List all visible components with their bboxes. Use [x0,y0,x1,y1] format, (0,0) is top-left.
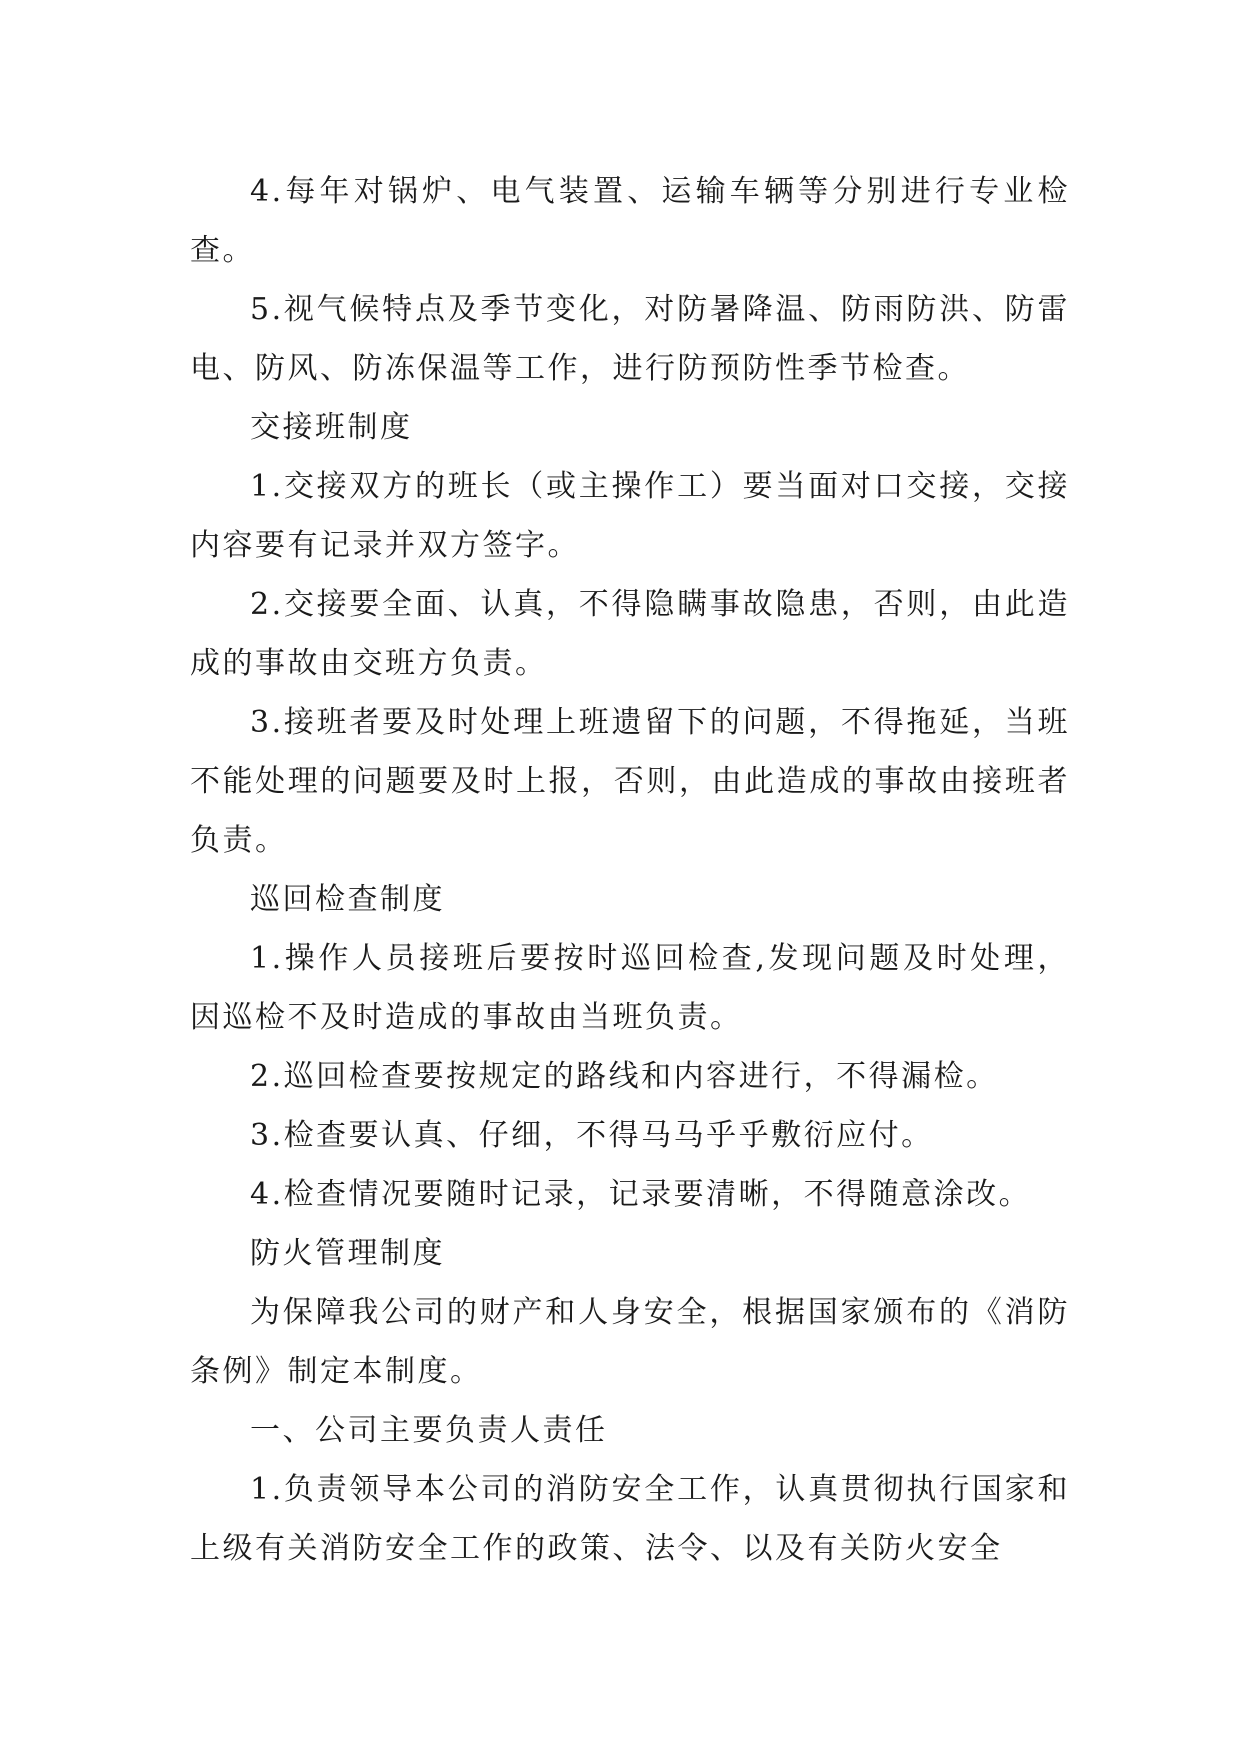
paragraph-seasonal-inspection: 5.视气候特点及季节变化，对防暑降温、防雨防洪、防雷电、防风、防冻保温等工作，进行防预防性季节检查。 [190,292,1070,386]
paragraph-annual-inspection: 4.每年对锅炉、电气装置、运输车辆等分别进行专业检查。 [190,174,1070,268]
heading-leader-responsibility: 一、公司主要负责人责任 [250,1413,608,1448]
paragraph-leader-1: 1.负责领导本公司的消防安全工作，认真贯彻执行国家和上级有关消防安全工作的政策、法令、以及有关防火安全 [190,1472,1070,1566]
heading-patrol-inspection: 巡回检查制度 [250,882,445,917]
heading-shift-handover: 交接班制度 [250,410,413,445]
heading-fire-management: 防火管理制度 [250,1236,445,1271]
paragraph-patrol-1: 1.操作人员接班后要按时巡回检查,发现问题及时处理，因巡检不及时造成的事故由当班负责。 [190,941,1070,1035]
paragraph-patrol-2: 2.巡回检查要按规定的路线和内容进行，不得漏检。 [250,1059,999,1094]
paragraph-handover-2: 2.交接要全面、认真，不得隐瞒事故隐患，否则，由此造成的事故由交班方负责。 [190,587,1070,681]
paragraph-patrol-4: 4.检查情况要随时记录，记录要清晰，不得随意涂改。 [250,1177,1032,1212]
paragraph-patrol-3: 3.检查要认真、仔细，不得马马乎乎敷衍应付。 [250,1118,934,1153]
paragraph-handover-1: 1.交接双方的班长（或主操作工）要当面对口交接，交接内容要有记录并双方签字。 [190,469,1070,563]
paragraph-handover-3: 3.接班者要及时处理上班遗留下的问题，不得拖延，当班不能处理的问题要及时上报，否则，由此造成的事故由接班者负责。 [190,705,1070,858]
document-body [190,162,1070,1578]
paragraph-fire-intro: 为保障我公司的财产和人身安全，根据国家颁布的《消防条例》制定本制度。 [190,1295,1070,1389]
